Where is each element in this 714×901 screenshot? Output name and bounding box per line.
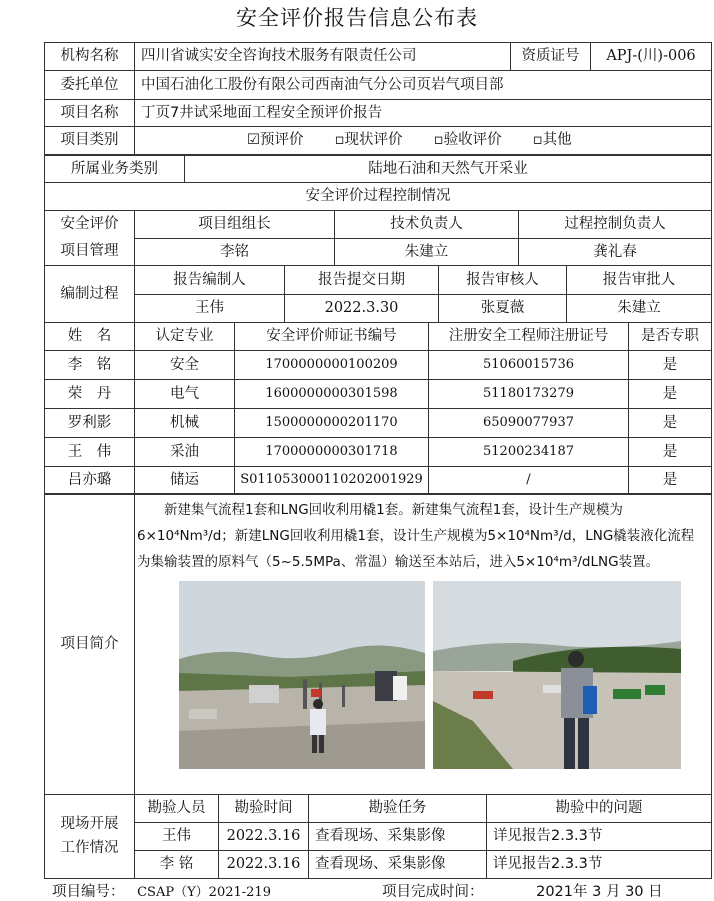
table-row [45,851,712,879]
business-value: 陆地石油和天然气开采业 [185,156,712,183]
compile-head-approver: 报告审批人 [567,266,712,295]
compile-author: 王伟 [135,295,285,323]
staff-cert: 1500000000201170 [235,409,429,438]
staff-table [44,322,712,494]
site-date: 2022.3.16 [219,851,309,879]
footer-done-label: 项目完成时间： [382,884,484,900]
category-accept: ▫验收评价 [433,132,502,149]
staff-full: 是 [629,351,712,380]
business-table [44,155,712,183]
project-label: 项目名称 [45,100,135,127]
staff-reg: 51200234187 [429,438,629,467]
mgmt-label-2: 项目管理 [45,239,135,266]
intro-label: 项目简介 [45,495,135,795]
staff-full: 是 [629,467,712,494]
staff-reg: / [429,467,629,494]
mgmt-label-1: 安全评价 [45,211,135,239]
staff-head-name: 姓 名 [45,323,135,351]
compile-label: 编制过程 [45,266,135,323]
business-label: 所属业务类别 [45,156,185,183]
staff-head-major: 认定专业 [135,323,235,351]
site-issue: 详见报告2.3.3节 [487,851,712,879]
cert-label: 资质证号 [511,43,591,71]
mgmt-head-tech: 技术负责人 [335,211,519,239]
staff-major: 储运 [135,467,235,494]
site-head-task: 勘验任务 [309,795,487,823]
table-row [45,823,712,851]
site-label-2: 工作情况 [60,839,119,856]
compile-date: 2022.3.30 [285,295,439,323]
footer-no-label: 项目编号： [52,884,125,900]
site-photo-1 [179,581,425,769]
page-title: 安全评价报告信息公布表 [236,6,478,30]
category-other: ▫其他 [532,132,572,149]
staff-full: 是 [629,438,712,467]
site-issue: 详见报告2.3.3节 [487,823,712,851]
staff-reg: 51180173279 [429,380,629,409]
staff-head-cert: 安全评价师证书编号 [235,323,429,351]
site-task: 查看现场、采集影像 [309,823,487,851]
staff-cert: 1700000000100209 [235,351,429,380]
staff-major: 电气 [135,380,235,409]
staff-full: 是 [629,380,712,409]
mgmt-head-control: 过程控制负责人 [519,211,712,239]
mgmt-head-leader: 项目组组长 [135,211,335,239]
site-label [45,795,135,879]
footer-done-time [382,880,663,901]
site-head-date: 勘验时间 [219,795,309,823]
table-row [45,467,712,494]
site-label-1: 现场开展 [60,816,119,833]
cert-value: APJ-(川)-006 [591,43,712,71]
staff-name: 吕亦璐 [45,467,135,494]
footer-project-no [52,880,271,901]
staff-major: 机械 [135,409,235,438]
staff-name: 李 铭 [45,351,135,380]
compile-approver: 朱建立 [567,295,712,323]
category-label: 项目类别 [45,127,135,155]
org-value: 四川省诚实安全咨询技术服务有限责任公司 [135,43,511,71]
site-head-issue: 勘验中的问题 [487,795,712,823]
process-table [44,182,712,323]
staff-head-reg: 注册安全工程师注册证号 [429,323,629,351]
intro-cell [135,495,712,795]
footer-no-value: CSAP（Y）2021-219 [137,885,271,900]
site-date: 2022.3.16 [219,823,309,851]
staff-name: 罗利影 [45,409,135,438]
staff-name: 荣 丹 [45,380,135,409]
footer-done-value: 2021年 3 月 30 日 [536,884,663,900]
org-label: 机构名称 [45,43,135,71]
table-row [45,438,712,467]
compile-head-author: 报告编制人 [135,266,285,295]
staff-cert: 1700000000301718 [235,438,429,467]
client-value: 中国石油化工股份有限公司西南油气分公司页岩气项目部 [135,71,712,100]
site-person: 李 铭 [135,851,219,879]
intro-text: 新建集气流程1套和LNG回收利用橇1套。新建集气流程1套，设计生产规模为6×10⁴Nm³/d；新建LNG回收利用橇1套，设计生产规模为5×10⁴Nm³/d，LNG橇装液化流程为集输装置的原料气（5~5.5MPa、常温）输送至本站后，进入5×10⁴m³/dLNG装置。 [137,502,695,570]
staff-full: 是 [629,409,712,438]
site-task: 查看现场、采集影像 [309,851,487,879]
staff-name: 王 伟 [45,438,135,467]
staff-major: 安全 [135,351,235,380]
table-row [45,409,712,438]
process-header: 安全评价过程控制情况 [45,183,712,211]
site-person: 王伟 [135,823,219,851]
staff-cert: 1600000000301598 [235,380,429,409]
mgmt-name-control: 龚礼春 [519,239,712,266]
compile-reviewer: 张夏薇 [439,295,567,323]
client-label: 委托单位 [45,71,135,100]
mgmt-name-leader: 李铭 [135,239,335,266]
photo-area [135,575,711,771]
compile-head-date: 报告提交日期 [285,266,439,295]
staff-major: 采油 [135,438,235,467]
project-value: 丁页7井试采地面工程安全预评价报告 [135,100,712,127]
staff-reg: 51060015736 [429,351,629,380]
intro-table [44,494,712,879]
mgmt-name-tech: 朱建立 [335,239,519,266]
table-row [45,351,712,380]
site-head-person: 勘验人员 [135,795,219,823]
category-options [135,127,712,155]
info-table [44,42,712,155]
staff-cert: S011053000110202001929 [235,467,429,494]
category-current: ▫现状评价 [334,132,403,149]
category-pre: ☑预评价 [247,132,304,149]
table-row [45,380,712,409]
staff-reg: 65090077937 [429,409,629,438]
staff-head-full: 是否专职 [629,323,712,351]
compile-head-reviewer: 报告审核人 [439,266,567,295]
site-photo-2 [433,581,681,769]
